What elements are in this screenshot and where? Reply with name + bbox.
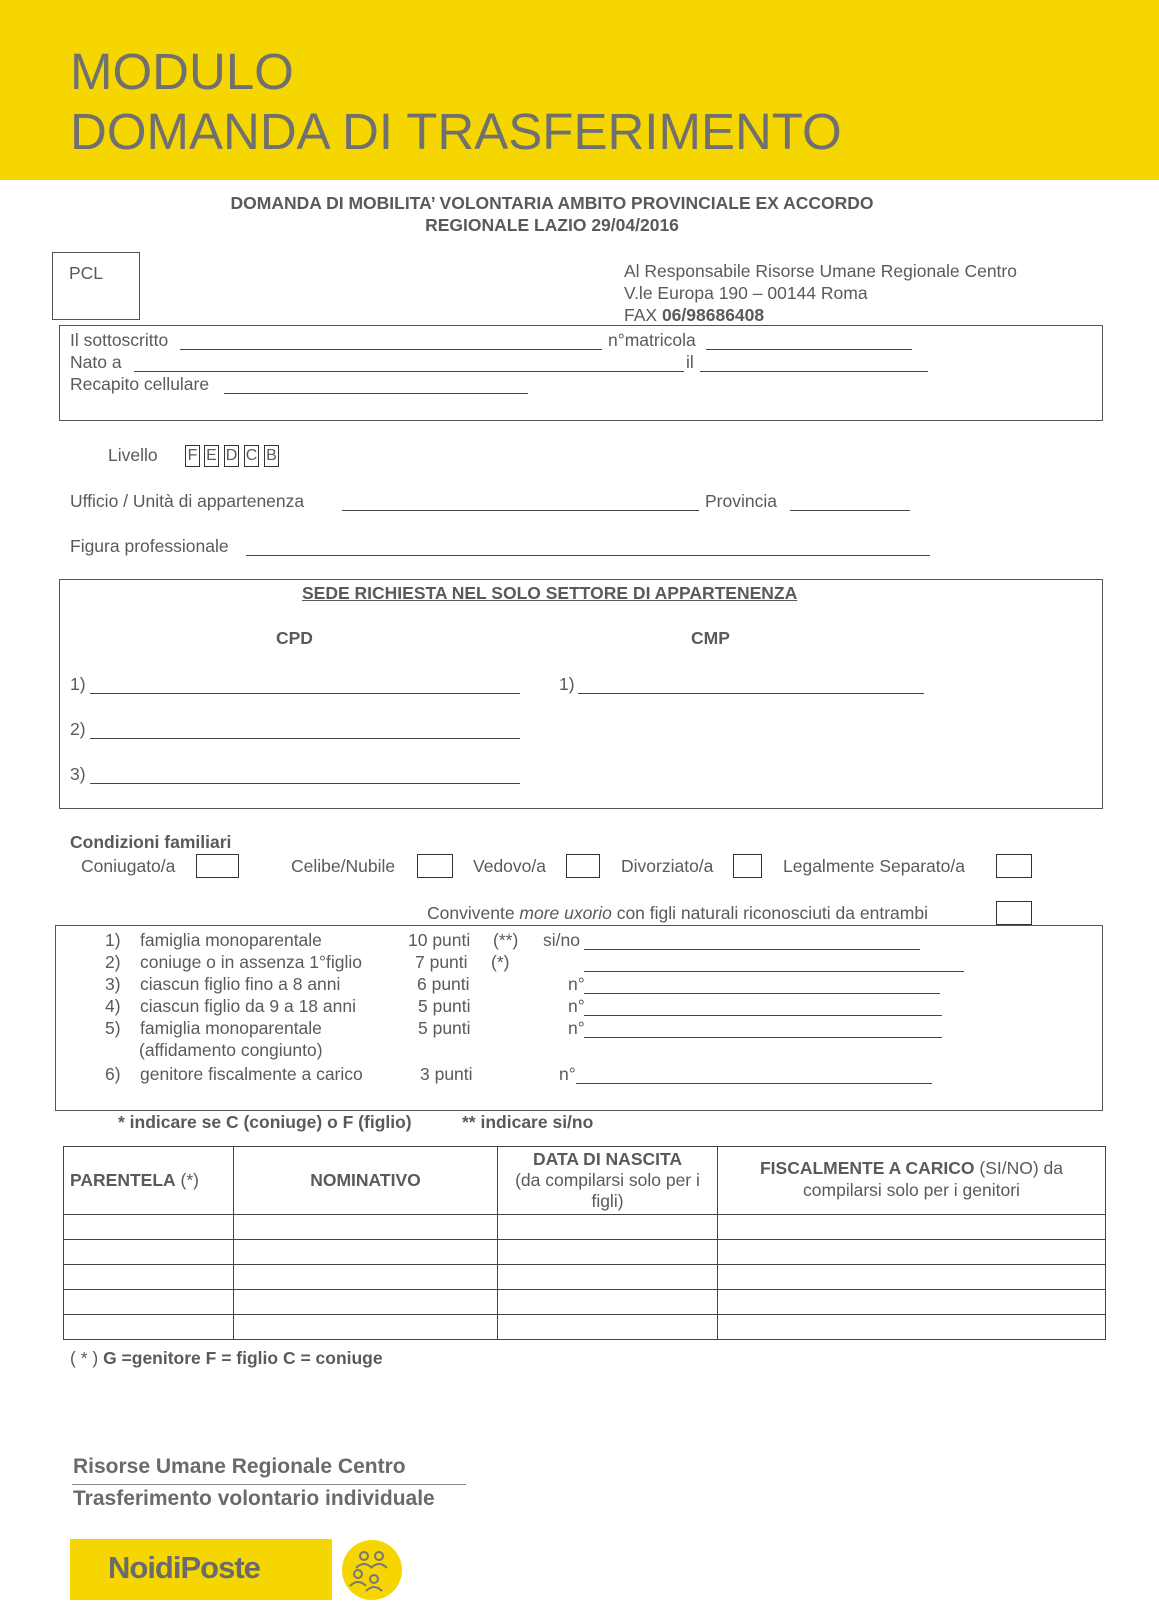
points-row-4-points: 5 punti (418, 996, 471, 1016)
points-row-3-label: ciascun figlio fino a 8 anni (140, 974, 341, 994)
table-cell[interactable] (234, 1315, 498, 1340)
cpd-field-1[interactable] (90, 693, 520, 694)
cmp-heading: CMP (691, 628, 730, 648)
table-row (64, 1315, 1106, 1340)
site-request-box (59, 579, 1103, 809)
table-cell[interactable] (64, 1265, 234, 1290)
table-row (64, 1290, 1106, 1315)
points-row-2-num: 2) (105, 952, 121, 972)
cpd-item-3: 3) (70, 764, 86, 784)
pcl-label: PCL (69, 263, 104, 283)
table-row (64, 1265, 1106, 1290)
table-cell[interactable] (234, 1240, 498, 1265)
level-option-f[interactable]: F (185, 445, 200, 467)
fiscalmente-heading: FISCALMENTE A CARICO (759, 1158, 975, 1178)
cohabiting-label (427, 903, 928, 924)
role-label: Figura professionale (70, 536, 229, 556)
table-header-data-nascita (498, 1147, 718, 1215)
matricola-field[interactable] (706, 349, 912, 350)
noidiposte-logo (70, 1539, 332, 1600)
points-row-2-field[interactable] (584, 971, 964, 972)
points-row-5-sub: (affidamento congiunto) (139, 1040, 323, 1060)
footer-department: Risorse Umane Regionale Centro (73, 1455, 406, 1478)
level-option-b[interactable]: B (264, 445, 279, 467)
role-field[interactable] (246, 555, 930, 556)
legend-prefix: ( * ) (70, 1348, 104, 1368)
single-checkbox[interactable] (417, 854, 453, 878)
points-row-5-field-label: n° (568, 1018, 585, 1038)
subtitle-line-1: DOMANDA DI MOBILITA’ VOLONTARIA AMBITO PROVINCIALE EX ACCORDO (230, 193, 874, 213)
table-cell[interactable] (234, 1265, 498, 1290)
points-row-4-field-label: n° (568, 996, 585, 1016)
subtitle-line-2: REGIONALE LAZIO 29/04/2016 (425, 215, 679, 235)
family-members-table (63, 1146, 1106, 1340)
fax-label: FAX (624, 305, 662, 325)
table-cell[interactable] (498, 1265, 718, 1290)
points-row-3-field-label: n° (568, 974, 585, 994)
points-row-5-label: famiglia monoparentale (140, 1018, 322, 1038)
points-footnote-1: * indicare se C (coniuge) o F (figlio) (118, 1112, 412, 1132)
title-line-1: MODULO (70, 43, 294, 100)
table-cell[interactable] (498, 1315, 718, 1340)
cpd-field-2[interactable] (90, 738, 520, 739)
data-nascita-heading: DATA DI NASCITA (532, 1149, 683, 1169)
table-cell[interactable] (718, 1290, 1106, 1315)
table-header-parentela (64, 1147, 234, 1215)
cohabiting-italic: more uxorio (519, 903, 612, 923)
born-in-label: Nato a (70, 352, 122, 372)
title-line-2: DOMANDA DI TRASFERIMENTO (70, 103, 842, 161)
site-request-title: SEDE RICHIESTA NEL SOLO SETTORE DI APPARTENENZA (302, 583, 798, 603)
points-row-1-points: 10 punti (408, 930, 471, 950)
table-cell[interactable] (718, 1315, 1106, 1340)
points-row-4-num: 4) (105, 996, 121, 1016)
widowed-label: Vedovo/a (473, 856, 546, 876)
table-cell[interactable] (498, 1290, 718, 1315)
province-field[interactable] (790, 510, 910, 511)
legend-text: G =genitore F = figlio C = coniuge (103, 1348, 383, 1368)
people-group-icon (341, 1539, 403, 1601)
office-label: Ufficio / Unità di appartenenza (70, 491, 305, 511)
points-row-1-field[interactable] (584, 949, 920, 950)
recipient-fax (624, 304, 1017, 326)
undersigned-field[interactable] (180, 349, 602, 350)
recipient-line-1: Al Responsabile Risorse Umane Regionale Centro (624, 261, 1017, 281)
mobile-label: Recapito cellulare (70, 374, 210, 394)
level-option-d[interactable]: D (224, 445, 239, 467)
table-cell[interactable] (718, 1265, 1106, 1290)
points-row-4-field[interactable] (584, 1015, 942, 1016)
parentela-suffix: (*) (175, 1170, 199, 1190)
table-cell[interactable] (234, 1290, 498, 1315)
fax-number: 06/98686408 (661, 305, 765, 325)
cmp-item-1: 1) (559, 674, 575, 694)
points-row-6-num: 6) (105, 1064, 121, 1084)
points-row-6-field[interactable] (576, 1083, 932, 1084)
table-cell[interactable] (498, 1215, 718, 1240)
points-row-6-field-label: n° (559, 1064, 576, 1084)
cpd-item-1: 1) (70, 674, 86, 694)
separated-checkbox[interactable] (996, 854, 1032, 878)
table-header-nominativo: NOMINATIVO (234, 1147, 498, 1215)
points-row-3-points: 6 punti (417, 974, 470, 994)
table-cell[interactable] (64, 1290, 234, 1315)
undersigned-label: Il sottoscritto (70, 330, 169, 350)
pcl-box[interactable] (52, 252, 140, 320)
points-row-2-label: coniuge o in assenza 1°figlio (140, 952, 363, 972)
table-header-fiscalmente (718, 1147, 1106, 1215)
logo-text: NoidiPoste (108, 1550, 260, 1585)
page-title (70, 42, 842, 162)
cohabiting-pre: Convivente (427, 903, 520, 923)
points-row-4-label: ciascun figlio da 9 a 18 anni (140, 996, 356, 1016)
table-row (64, 1215, 1106, 1240)
table-cell[interactable] (64, 1240, 234, 1265)
table-cell[interactable] (718, 1215, 1106, 1240)
parentela-heading: PARENTELA (70, 1170, 176, 1190)
divorced-label: Divorziato/a (621, 856, 714, 876)
divorced-checkbox[interactable] (733, 854, 762, 878)
data-nascita-note: (da compilarsi solo per i figli) (515, 1170, 700, 1211)
relationship-legend (70, 1348, 383, 1369)
cohabiting-checkbox[interactable] (996, 901, 1032, 925)
points-row-6-points: 3 punti (420, 1064, 473, 1084)
level-options (185, 445, 285, 469)
table-cell[interactable] (64, 1215, 234, 1240)
points-row-1-field-label: si/no (543, 930, 580, 950)
points-footnote-2: ** indicare si/no (462, 1112, 594, 1132)
points-row-6-label: genitore fiscalmente a carico (140, 1064, 363, 1084)
family-title: Condizioni familiari (70, 832, 232, 852)
table-cell[interactable] (718, 1240, 1106, 1265)
married-checkbox[interactable] (196, 854, 239, 878)
born-on-label: il (686, 352, 694, 372)
mobile-field[interactable] (224, 393, 528, 394)
subtitle (0, 192, 1159, 236)
cohabiting-post: con figli naturali riconosciuti da entrambi (611, 903, 928, 923)
points-row-3-field[interactable] (584, 993, 940, 994)
single-label: Celibe/Nubile (291, 856, 396, 876)
personal-data-box (59, 325, 1103, 421)
level-option-c[interactable]: C (244, 445, 259, 467)
cmp-field-1[interactable] (578, 693, 924, 694)
level-option-e[interactable]: E (204, 445, 219, 467)
province-label: Provincia (705, 491, 777, 511)
points-row-1-num: 1) (105, 930, 121, 950)
cpd-heading: CPD (276, 628, 313, 648)
points-row-2-points: 7 punti (415, 952, 468, 972)
widowed-checkbox[interactable] (566, 854, 600, 878)
born-in-field[interactable] (134, 371, 684, 372)
points-row-5-points: 5 punti (418, 1018, 471, 1038)
table-cell[interactable] (234, 1215, 498, 1240)
married-label: Coniugato/a (81, 856, 176, 876)
table-cell[interactable] (64, 1315, 234, 1340)
points-row-2-note: (*) (491, 952, 510, 972)
points-row-3-num: 3) (105, 974, 121, 994)
footer-subject: Trasferimento volontario individuale (73, 1487, 435, 1510)
recipient-address (624, 260, 1017, 326)
table-cell[interactable] (498, 1240, 718, 1265)
office-field[interactable] (342, 510, 699, 511)
table-row (64, 1240, 1106, 1265)
points-row-1-label: famiglia monoparentale (140, 930, 322, 950)
points-row-5-num: 5) (105, 1018, 121, 1038)
separated-label: Legalmente Separato/a (783, 856, 965, 876)
points-row-5-field[interactable] (584, 1037, 942, 1038)
table-header-row (64, 1147, 1106, 1215)
points-row-1-note: (**) (493, 930, 519, 950)
born-on-field[interactable] (700, 371, 928, 372)
recipient-line-2: V.le Europa 190 – 00144 Roma (624, 283, 868, 303)
cpd-field-3[interactable] (90, 783, 520, 784)
fiscalmente-note: (SI/NO) da compilarsi solo per i genitori (803, 1158, 1064, 1200)
level-label: Livello (108, 445, 158, 465)
cpd-item-2: 2) (70, 719, 86, 739)
matricola-label: n°matricola (608, 330, 696, 350)
footer-divider (72, 1484, 466, 1485)
